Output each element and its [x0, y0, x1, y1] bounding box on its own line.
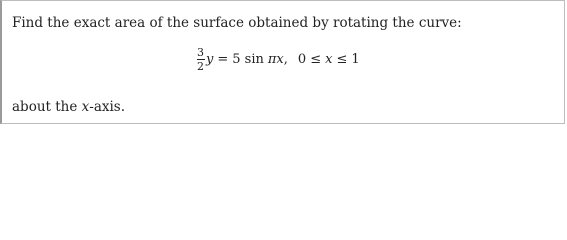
problem-footer: [12, 99, 125, 115]
rhs-variable: x: [276, 52, 284, 67]
problem-prompt: Find the exact area of the surface obtained by rotating the curve:: [12, 15, 462, 31]
rhs-expression: 5 sin: [232, 52, 264, 67]
fraction-numerator: 3: [197, 46, 204, 59]
footer-suffix: -axis.: [89, 99, 126, 115]
lhs-variable: y: [206, 52, 214, 67]
domain-variable: x: [325, 52, 333, 67]
equation-comma: ,: [283, 52, 288, 67]
footer-prefix: about the: [12, 99, 82, 115]
less-equal-2: ≤: [336, 52, 348, 67]
less-equal-1: ≤: [310, 52, 322, 67]
domain-low: 0: [297, 52, 307, 67]
rhs-pi: π: [267, 52, 277, 67]
fraction-denominator: 2: [197, 60, 204, 73]
domain-high: 1: [351, 52, 360, 67]
equals-sign: =: [217, 52, 229, 67]
curve-equation: [196, 47, 360, 72]
footer-variable: x: [81, 99, 90, 115]
coefficient-fraction: [196, 47, 205, 72]
